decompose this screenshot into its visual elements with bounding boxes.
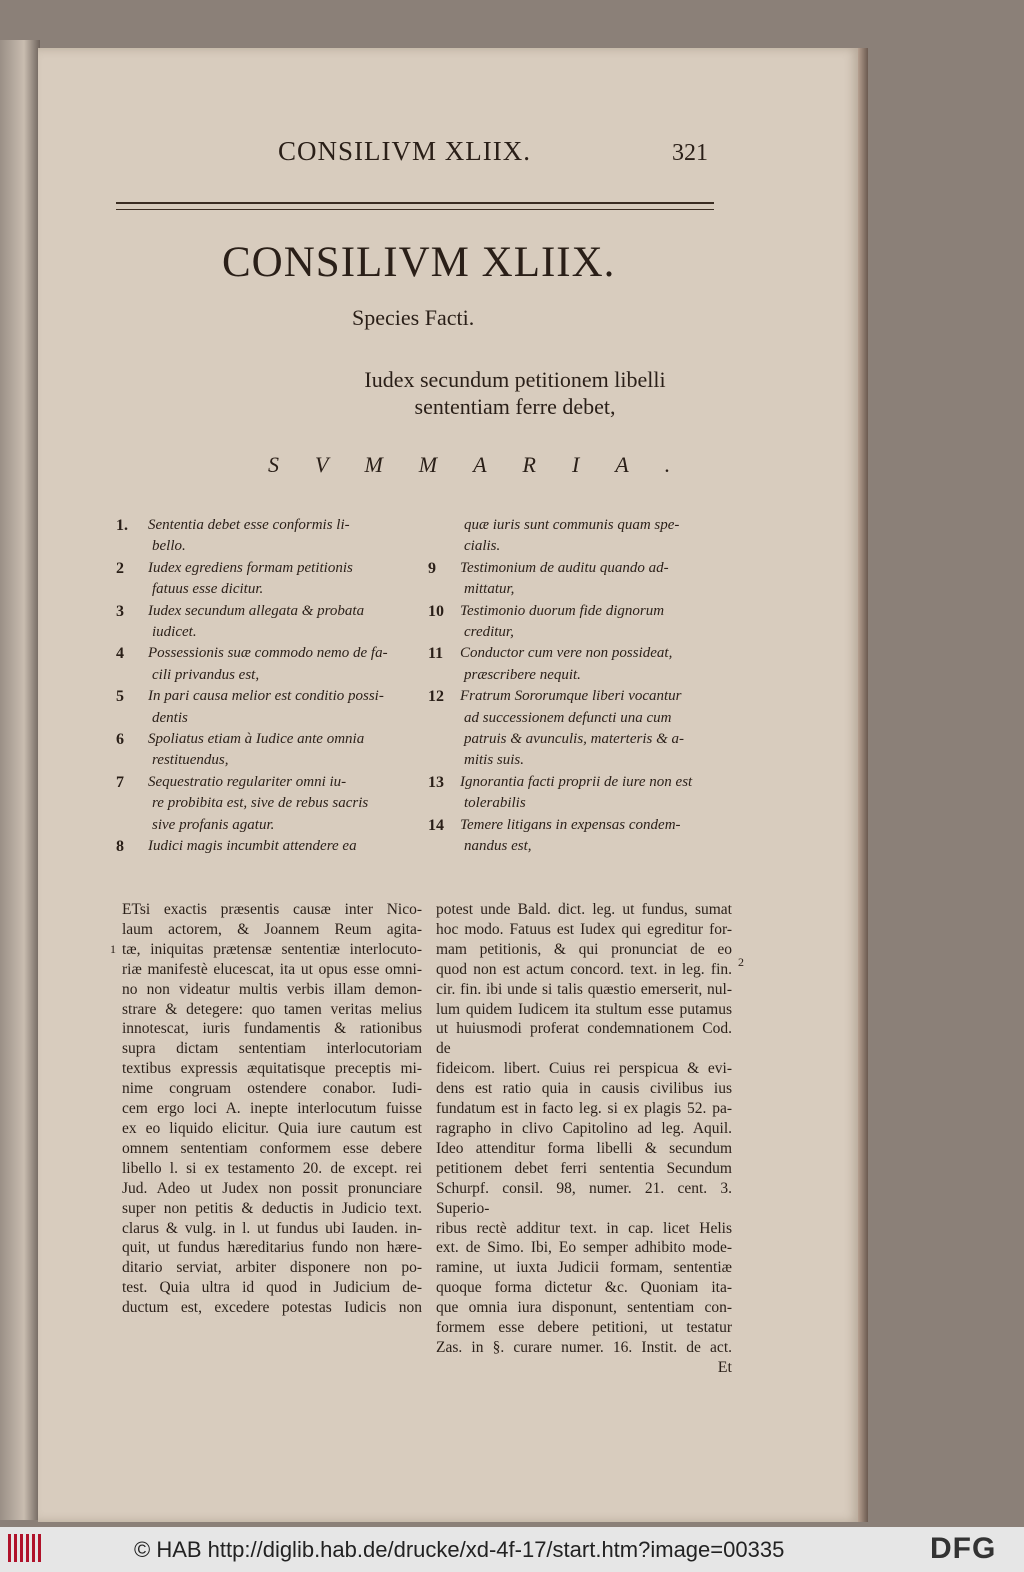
text-line: quod non est actum concord. text. in leg. fin. xyxy=(436,960,732,978)
summary-text: Sequestratio regulariter omni iu- xyxy=(148,773,347,790)
text-line: libello l. si ex testamento 20. de except. rei xyxy=(122,1159,422,1177)
summary-line xyxy=(116,665,416,686)
summary-number: 10 xyxy=(428,602,444,620)
summary-number: 11 xyxy=(428,645,444,663)
summary-text: præscribere nequit. xyxy=(464,666,581,683)
text-line: fideicom. libert. Cuius rei perspicua & evi- xyxy=(436,1060,732,1078)
summary-line xyxy=(428,793,728,814)
chapter-title: CONSILIVM XLIIX. xyxy=(222,239,616,286)
summary-line xyxy=(116,579,416,600)
summary-line xyxy=(428,558,728,579)
summary-line xyxy=(428,729,728,750)
summary-text: mittatur, xyxy=(464,581,515,598)
summary-number xyxy=(428,665,460,686)
catchword: Et xyxy=(717,1358,732,1376)
text-line: quit, ut fundus hæreditarius fundo non hære- xyxy=(122,1239,422,1257)
summary-line xyxy=(116,772,416,793)
text-line: lum quidem Iudicem ita stultum esse putamus xyxy=(436,1000,732,1018)
summary-text: tolerabilis xyxy=(464,795,526,812)
summary-text: Spoliatus etiam à Iudice ante omnia xyxy=(148,731,365,748)
summary-line xyxy=(116,601,416,622)
text-line: ramine, ut iuxta Judicii formam, sententiæ xyxy=(436,1259,732,1277)
summary-text: ad successionem defuncti una cum xyxy=(464,709,672,726)
summary-number xyxy=(116,708,148,729)
summary-text: Conductor cum vere non possideat, xyxy=(460,645,673,662)
subtitle: Species Facti. xyxy=(352,305,475,330)
summary-number: 2 xyxy=(116,559,124,577)
text-line: Schurpf. consil. 98, numer. 21. cent. 3. Superio- xyxy=(436,1179,732,1217)
text-line: hoc modo. Fatuus est Iudex qui egreditur for- xyxy=(436,920,732,938)
summary-text: Temere litigans in expensas condem- xyxy=(460,816,681,833)
summary-line xyxy=(428,601,728,622)
text-line: potest unde Bald. dict. leg. ut fundus, sumat xyxy=(436,901,732,918)
summary-number xyxy=(116,750,148,771)
summary-line xyxy=(428,515,728,536)
summary-line xyxy=(428,772,728,793)
summary-number: 8 xyxy=(116,838,124,856)
summary-text: Fratrum Sororumque liberi vocantur xyxy=(460,688,682,705)
summary-number xyxy=(428,836,460,857)
summary-line xyxy=(428,536,728,557)
summary-line xyxy=(116,558,416,579)
text-line: supra dictam sententiam interlocutoriam xyxy=(122,1040,422,1058)
summary-line xyxy=(428,686,728,707)
summary-right xyxy=(428,515,728,858)
summary-text: Iudex secundum allegata & probata xyxy=(148,602,365,619)
summary-text: fatuus esse dicitur. xyxy=(152,581,264,598)
text-line: quoque forma dictetur &c. Quoniam ita- xyxy=(436,1279,732,1297)
text-line: mam petitionis, & qui pronunciat de eo xyxy=(436,940,732,958)
text-line: fundatum est in facto leg. si ex plagis 52. pa- xyxy=(436,1100,732,1118)
summary-number: 13 xyxy=(428,773,444,791)
text-line: ext. de Simo. Ibi, Eo semper adhibito mode- xyxy=(436,1239,732,1257)
summary-number xyxy=(428,793,460,814)
summary-text: iudicet. xyxy=(152,624,197,641)
summary-text: cialis. xyxy=(464,538,501,555)
dfg-logo: DFG xyxy=(930,1532,997,1565)
text-line: laum actorem, & Joannem Reum agita- xyxy=(122,920,422,938)
summary-line xyxy=(116,729,416,750)
text-line: Ideo attenditur forma libelli & secundum xyxy=(436,1139,732,1157)
hab-logo xyxy=(8,1534,44,1562)
text-line: test. Quia ultra id quod in Judicium de- xyxy=(122,1279,422,1297)
summary-text: creditur, xyxy=(464,624,514,641)
heading: Iudex secundum petitionem libelli sententiam ferre debet, xyxy=(364,367,666,419)
footer-url[interactable]: © HAB http://diglib.hab.de/drucke/xd-4f-17/start.htm?image=00335 xyxy=(134,1537,785,1562)
summary-number: 9 xyxy=(428,559,436,577)
summary-number xyxy=(428,729,460,750)
summary-text: re probibita est, sive de rebus sacris xyxy=(152,795,369,812)
text-line: riæ manifestè elucescat, ita ut opus esse omni- xyxy=(122,960,422,978)
summary-number xyxy=(116,622,148,643)
summary-number xyxy=(116,665,148,686)
summary-left xyxy=(116,515,416,858)
summary-number: 5 xyxy=(116,688,124,706)
text-line: strare & detegere: quo tamen veritas melius xyxy=(122,1000,422,1018)
margin-note: 1 xyxy=(110,942,116,956)
running-title: CONSILIVM XLIIX. xyxy=(278,136,531,166)
summaria-label: SVMMARIA. xyxy=(268,452,707,477)
text-line: super non petitis & deductis in Judicio text. xyxy=(122,1199,422,1217)
summary-text: Sententia debet esse conformis li- xyxy=(148,517,350,533)
summary-line xyxy=(116,643,416,664)
summary-text: In pari causa melior est conditio possi- xyxy=(148,688,384,705)
summary-text: restituendus, xyxy=(152,752,229,769)
text-line: omnem sententiam conformem esse debere xyxy=(122,1139,422,1157)
summary-text: mitis suis. xyxy=(464,752,525,769)
text-line: nime congruam ostendere conabor. Iudi- xyxy=(122,1080,422,1098)
summary-text: dentis xyxy=(152,709,188,726)
text-line: textibus expressis æquitatisque preceptis mi- xyxy=(122,1060,422,1078)
text-line: petitionem debet ferri sententia Secundum xyxy=(436,1159,732,1177)
summary-number xyxy=(428,708,460,729)
summary-line xyxy=(116,793,416,814)
text-line: ETsi exactis præsentis causæ inter Nico- xyxy=(122,901,422,918)
summary-text: Testimonio duorum fide dignorum xyxy=(460,602,665,619)
summary-text: Possessionis suæ commodo nemo de fa- xyxy=(148,645,388,662)
summary-line xyxy=(428,836,728,857)
text-line: ut huiusmodi proferat condemnationem Cod. de xyxy=(436,1020,732,1058)
text-line: no non videatur multis verbis illam demon- xyxy=(122,980,422,998)
text-line: innotescat, iuris fundamentis & rationibus xyxy=(122,1020,422,1038)
text-line: Zas. in §. curare numer. 16. Instit. de act. xyxy=(436,1338,732,1356)
text-line: cem ergo loci A. inepte interlocutum fuisse xyxy=(122,1100,422,1118)
summary-number xyxy=(116,536,148,557)
summary-number xyxy=(428,515,460,536)
summary-text: Testimonium de auditu quando ad- xyxy=(460,559,669,576)
summary-text: Ignorantia facti proprii de iure non est xyxy=(460,773,693,790)
summary-text: quæ iuris sunt communis quam spe- xyxy=(464,517,680,533)
summary-line xyxy=(428,750,728,771)
summary-line xyxy=(116,836,416,857)
summary-number: 12 xyxy=(428,688,444,706)
margin-note: 2 xyxy=(738,955,744,969)
text-line: que omnia iura disponunt, sententiam con- xyxy=(436,1299,732,1317)
summary-number xyxy=(116,815,148,836)
text-line: dens est ratio quia in causis civilibus ius xyxy=(436,1080,732,1098)
summary-line xyxy=(116,686,416,707)
summary-line xyxy=(428,665,728,686)
summary-number: 1. xyxy=(116,517,128,534)
text-line: ragrapho in clivo Capitolino ad leg. Aquil. xyxy=(436,1119,732,1137)
summary-line xyxy=(116,815,416,836)
summary-number: 6 xyxy=(116,731,124,749)
summary-text: Iudex egrediens formam petitionis xyxy=(148,559,353,576)
text-line: ribus rectè additur text. in cap. licet Helis xyxy=(436,1219,732,1237)
summary-number xyxy=(116,793,148,814)
summary-number xyxy=(428,579,460,600)
text-line: ductum est, excedere potestas Iudicis non xyxy=(122,1299,422,1317)
text-line: ditario serviat, arbiter disponere non po- xyxy=(122,1259,422,1277)
body-column-right xyxy=(436,900,732,1378)
text-line: formem esse debere petitioni, ut testatur xyxy=(436,1319,732,1337)
summary-line xyxy=(116,622,416,643)
page-number: 321 xyxy=(672,140,708,166)
summary-number: 3 xyxy=(116,602,124,620)
summary-line xyxy=(428,815,728,836)
facing-page-edge xyxy=(0,40,40,1520)
summary-text: sive profanis agatur. xyxy=(152,816,275,833)
summary-number: 7 xyxy=(116,773,124,791)
summary-text: nandus est, xyxy=(464,838,532,855)
page-edge xyxy=(858,48,868,1522)
summary-number xyxy=(428,750,460,771)
summary-number xyxy=(428,622,460,643)
summary-line xyxy=(116,536,416,557)
summary-text: Iudici magis incumbit attendere ea xyxy=(148,838,357,855)
header-rule xyxy=(116,202,714,210)
summary-number: 4 xyxy=(116,645,124,663)
summary-line xyxy=(428,622,728,643)
summary-text: patruis & avunculis, materteris & a- xyxy=(464,731,684,748)
summary-line xyxy=(116,708,416,729)
summary-line xyxy=(116,515,416,536)
summary-number xyxy=(116,579,148,600)
summary-line xyxy=(116,750,416,771)
summary-line xyxy=(428,643,728,664)
summary-line xyxy=(428,708,728,729)
summary-line xyxy=(428,579,728,600)
text-line: ex eo liquido elicitur. Quia iure cautum est xyxy=(122,1119,422,1137)
text-line: clarus & vulg. in l. ut fundus ubi Iauden. in- xyxy=(122,1219,422,1237)
text-line: tæ, iniquitas prætensæ sententiæ interlocuto- xyxy=(122,940,422,958)
summary-text: bello. xyxy=(152,538,186,555)
summary-number: 14 xyxy=(428,816,444,834)
summary-text: cili privandus est, xyxy=(152,666,260,683)
text-line: cir. fin. ibi unde si talis quæstio emerserit, nul- xyxy=(436,980,732,998)
summary-number xyxy=(428,536,460,557)
body-column-left xyxy=(122,900,422,1318)
text-line: Jud. Adeo ut Judex non possit pronunciare xyxy=(122,1179,422,1197)
